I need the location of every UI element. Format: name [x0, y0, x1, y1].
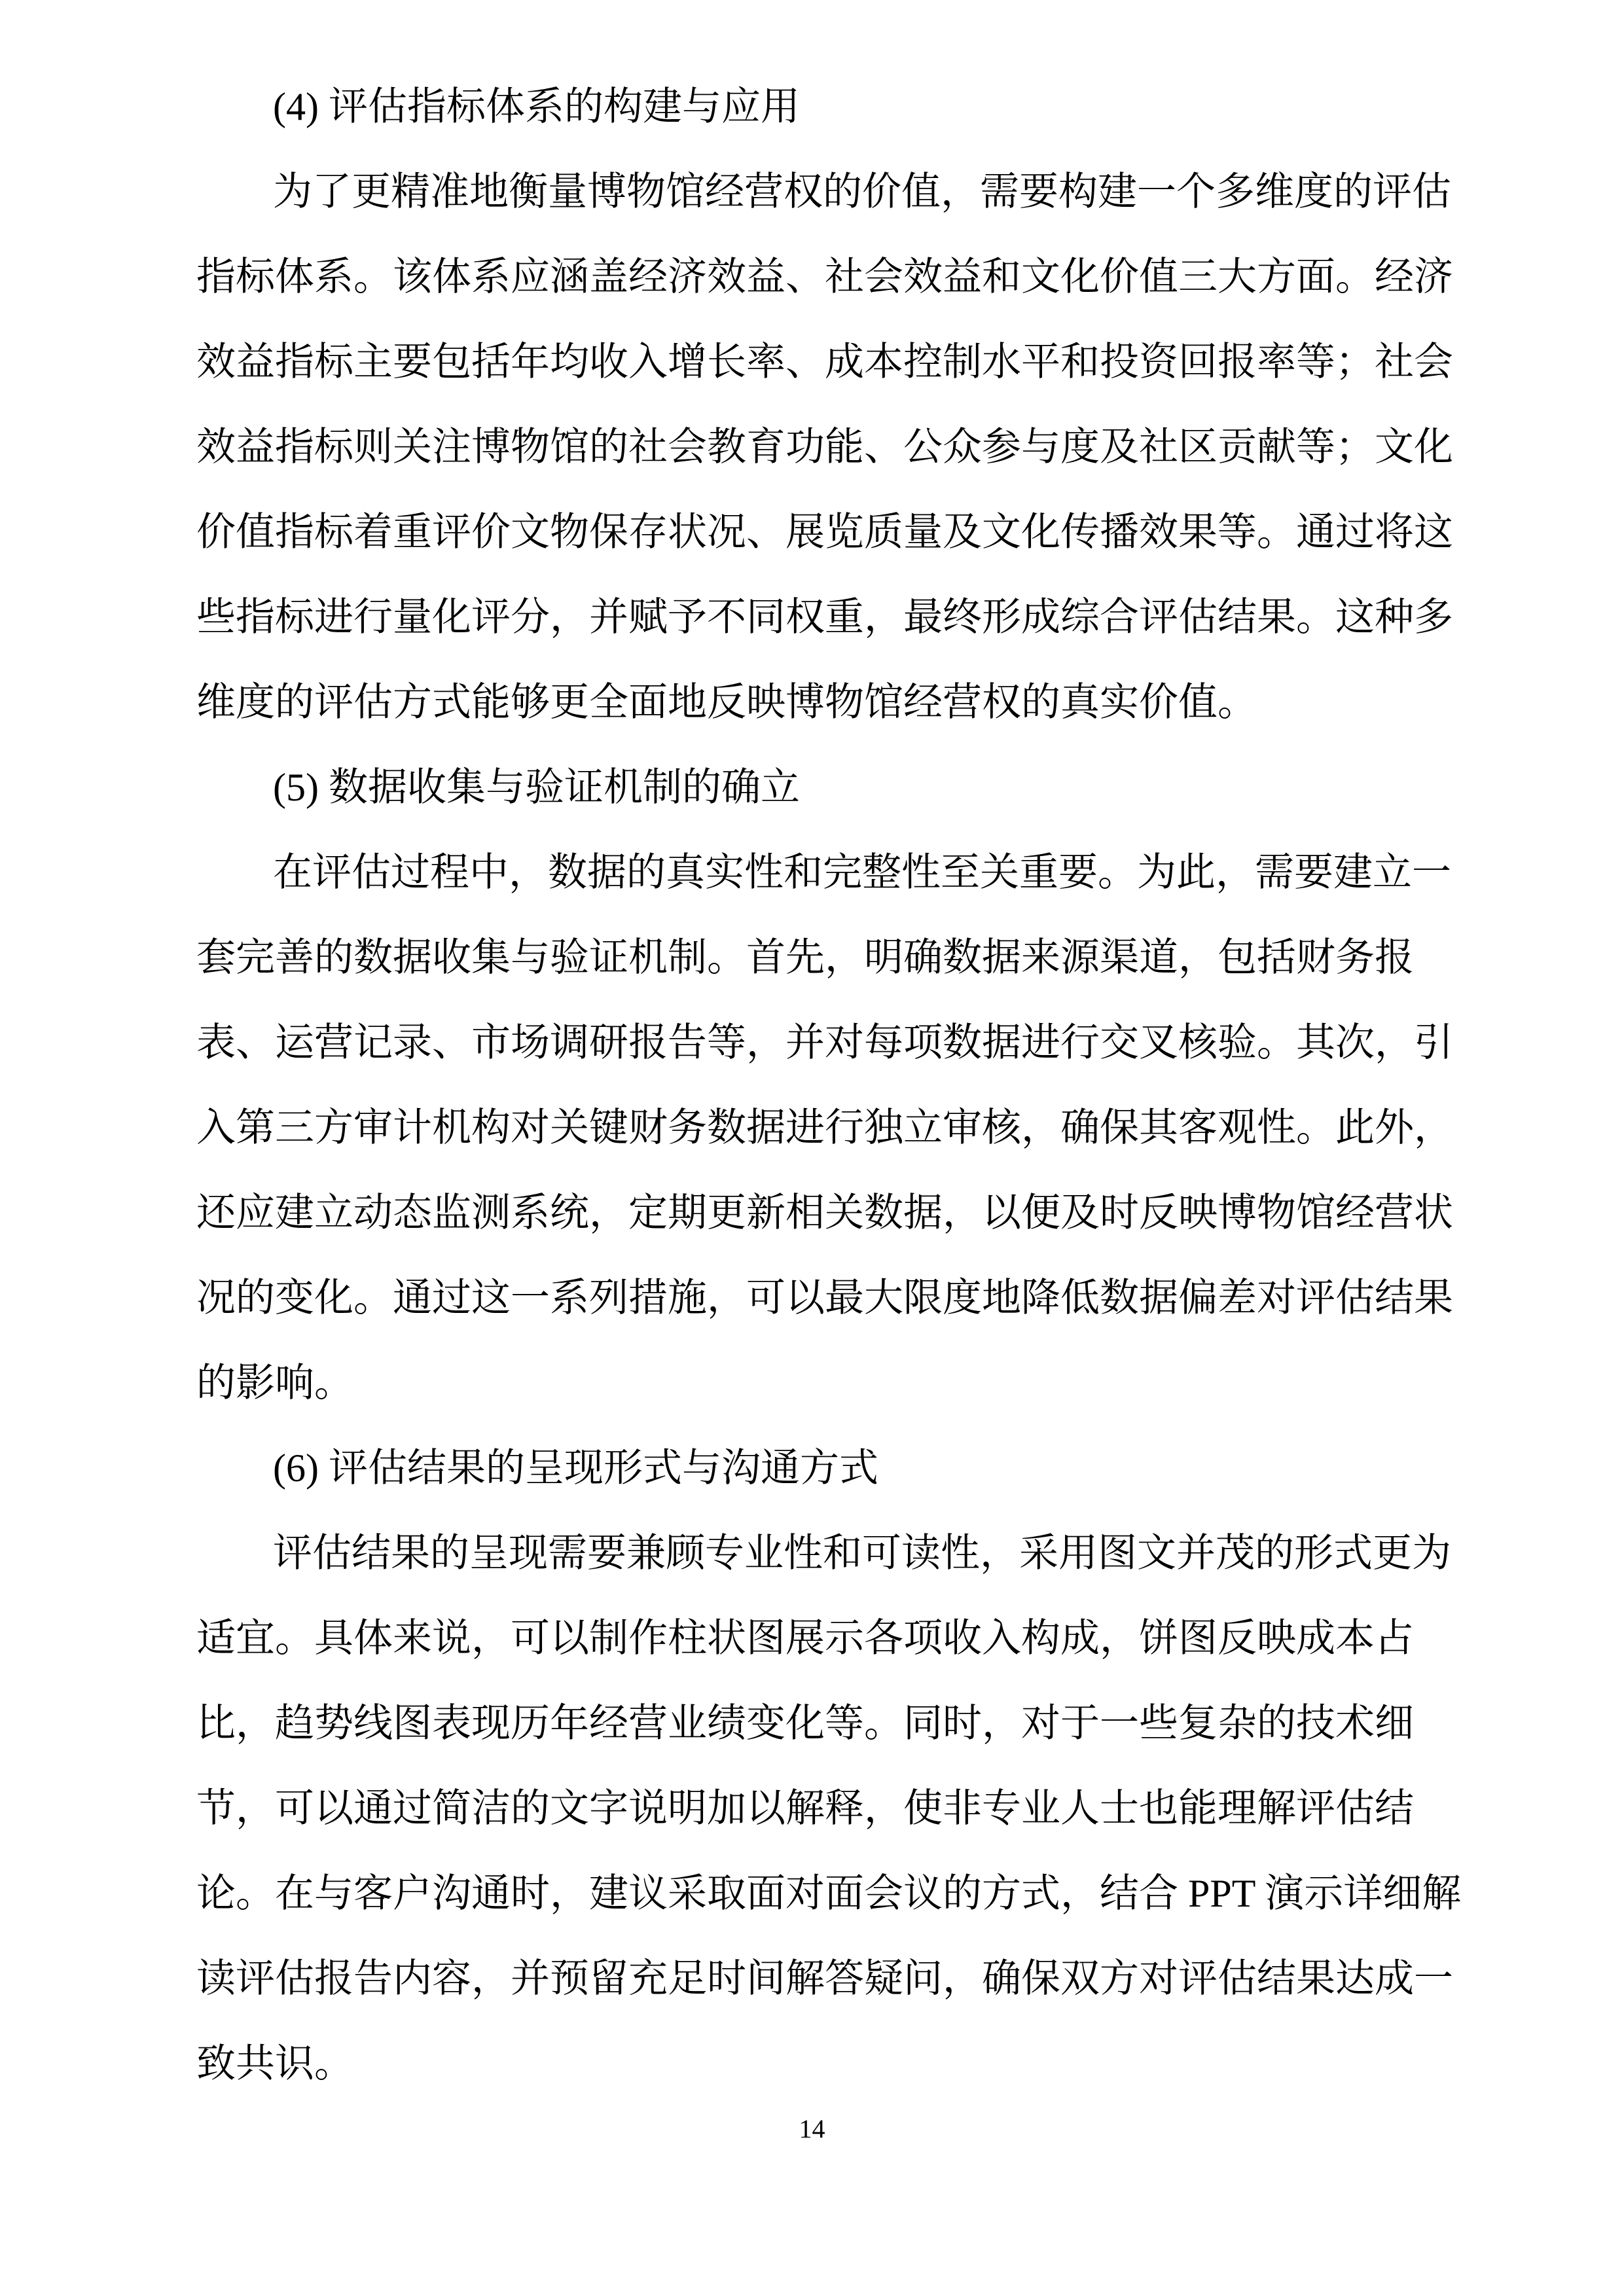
paragraph-line: 评估结果的呈现需要兼顾专业性和可读性，采用图文并茂的形式更为 — [273, 1532, 1451, 1575]
paragraph-line: 还应建立动态监测系统，定期更新相关数据，以便及时反映博物馆经营状 — [196, 1191, 1453, 1234]
paragraph-line: 入第三方审计机构对关键财务数据进行独立审核，确保其客观性。此外， — [196, 1106, 1453, 1149]
document-body — [196, 64, 1462, 2106]
paragraph-line: 为了更精准地衡量博物馆经营权的价值，需要构建一个多维度的评估 — [273, 170, 1451, 213]
paragraph-line: 指标体系。该体系应涵盖经济效益、社会效益和文化价值三大方面。经济 — [196, 255, 1453, 298]
section-heading: (6) 评估结果的呈现形式与沟通方式 — [273, 1446, 878, 1490]
paragraph-line: 价值指标着重评价文物保存状况、展览质量及文化传播效果等。通过将这 — [196, 511, 1453, 554]
section-heading: (4) 评估指标体系的构建与应用 — [273, 85, 800, 128]
paragraph-line: 致共识。 — [196, 2042, 353, 2085]
paragraph-line: 比，趋势线图表现历年经营业绩变化等。同时，对于一些复杂的技术细 — [196, 1702, 1414, 1745]
page-number: 14 — [799, 2114, 825, 2144]
paragraph-line: 效益指标主要包括年均收入增长率、成本控制水平和投资回报率等；社会 — [196, 340, 1453, 384]
paragraph-line: 效益指标则关注博物馆的社会教育功能、公众参与度及社区贡献等；文化 — [196, 425, 1453, 469]
paragraph-line: 些指标进行量化评分，并赋予不同权重，最终形成综合评估结果。这种多 — [196, 596, 1453, 639]
paragraph-line: 适宜。具体来说，可以制作柱状图展示各项收入构成，饼图反映成本占 — [196, 1617, 1414, 1660]
paragraph-line: 维度的评估方式能够更全面地反映博物馆经营权的真实价值。 — [196, 681, 1257, 724]
section-heading: (5) 数据收集与验证机制的确立 — [273, 766, 800, 809]
paragraph-line: 节，可以通过简洁的文字说明加以解释，使非专业人士也能理解评估结 — [196, 1787, 1414, 1830]
paragraph-line: 套完善的数据收集与验证机制。首先，明确数据来源渠道，包括财务报 — [196, 936, 1414, 979]
paragraph-line: 读评估报告内容，并预留充足时间解答疑问，确保双方对评估结果达成一 — [196, 1957, 1453, 2000]
paragraph-line: 论。在与客户沟通时，建议采取面对面会议的方式，结合 PPT 演示详细解 — [196, 1872, 1462, 1915]
paragraph-line: 况的变化。通过这一系列措施，可以最大限度地降低数据偏差对评估结果 — [196, 1276, 1453, 1319]
paragraph-line: 在评估过程中，数据的真实性和完整性至关重要。为此，需要建立一 — [273, 851, 1451, 894]
paragraph-line: 的影响。 — [196, 1361, 353, 1405]
paragraph-line: 表、运营记录、市场调研报告等，并对每项数据进行交叉核验。其次，引 — [196, 1021, 1453, 1064]
